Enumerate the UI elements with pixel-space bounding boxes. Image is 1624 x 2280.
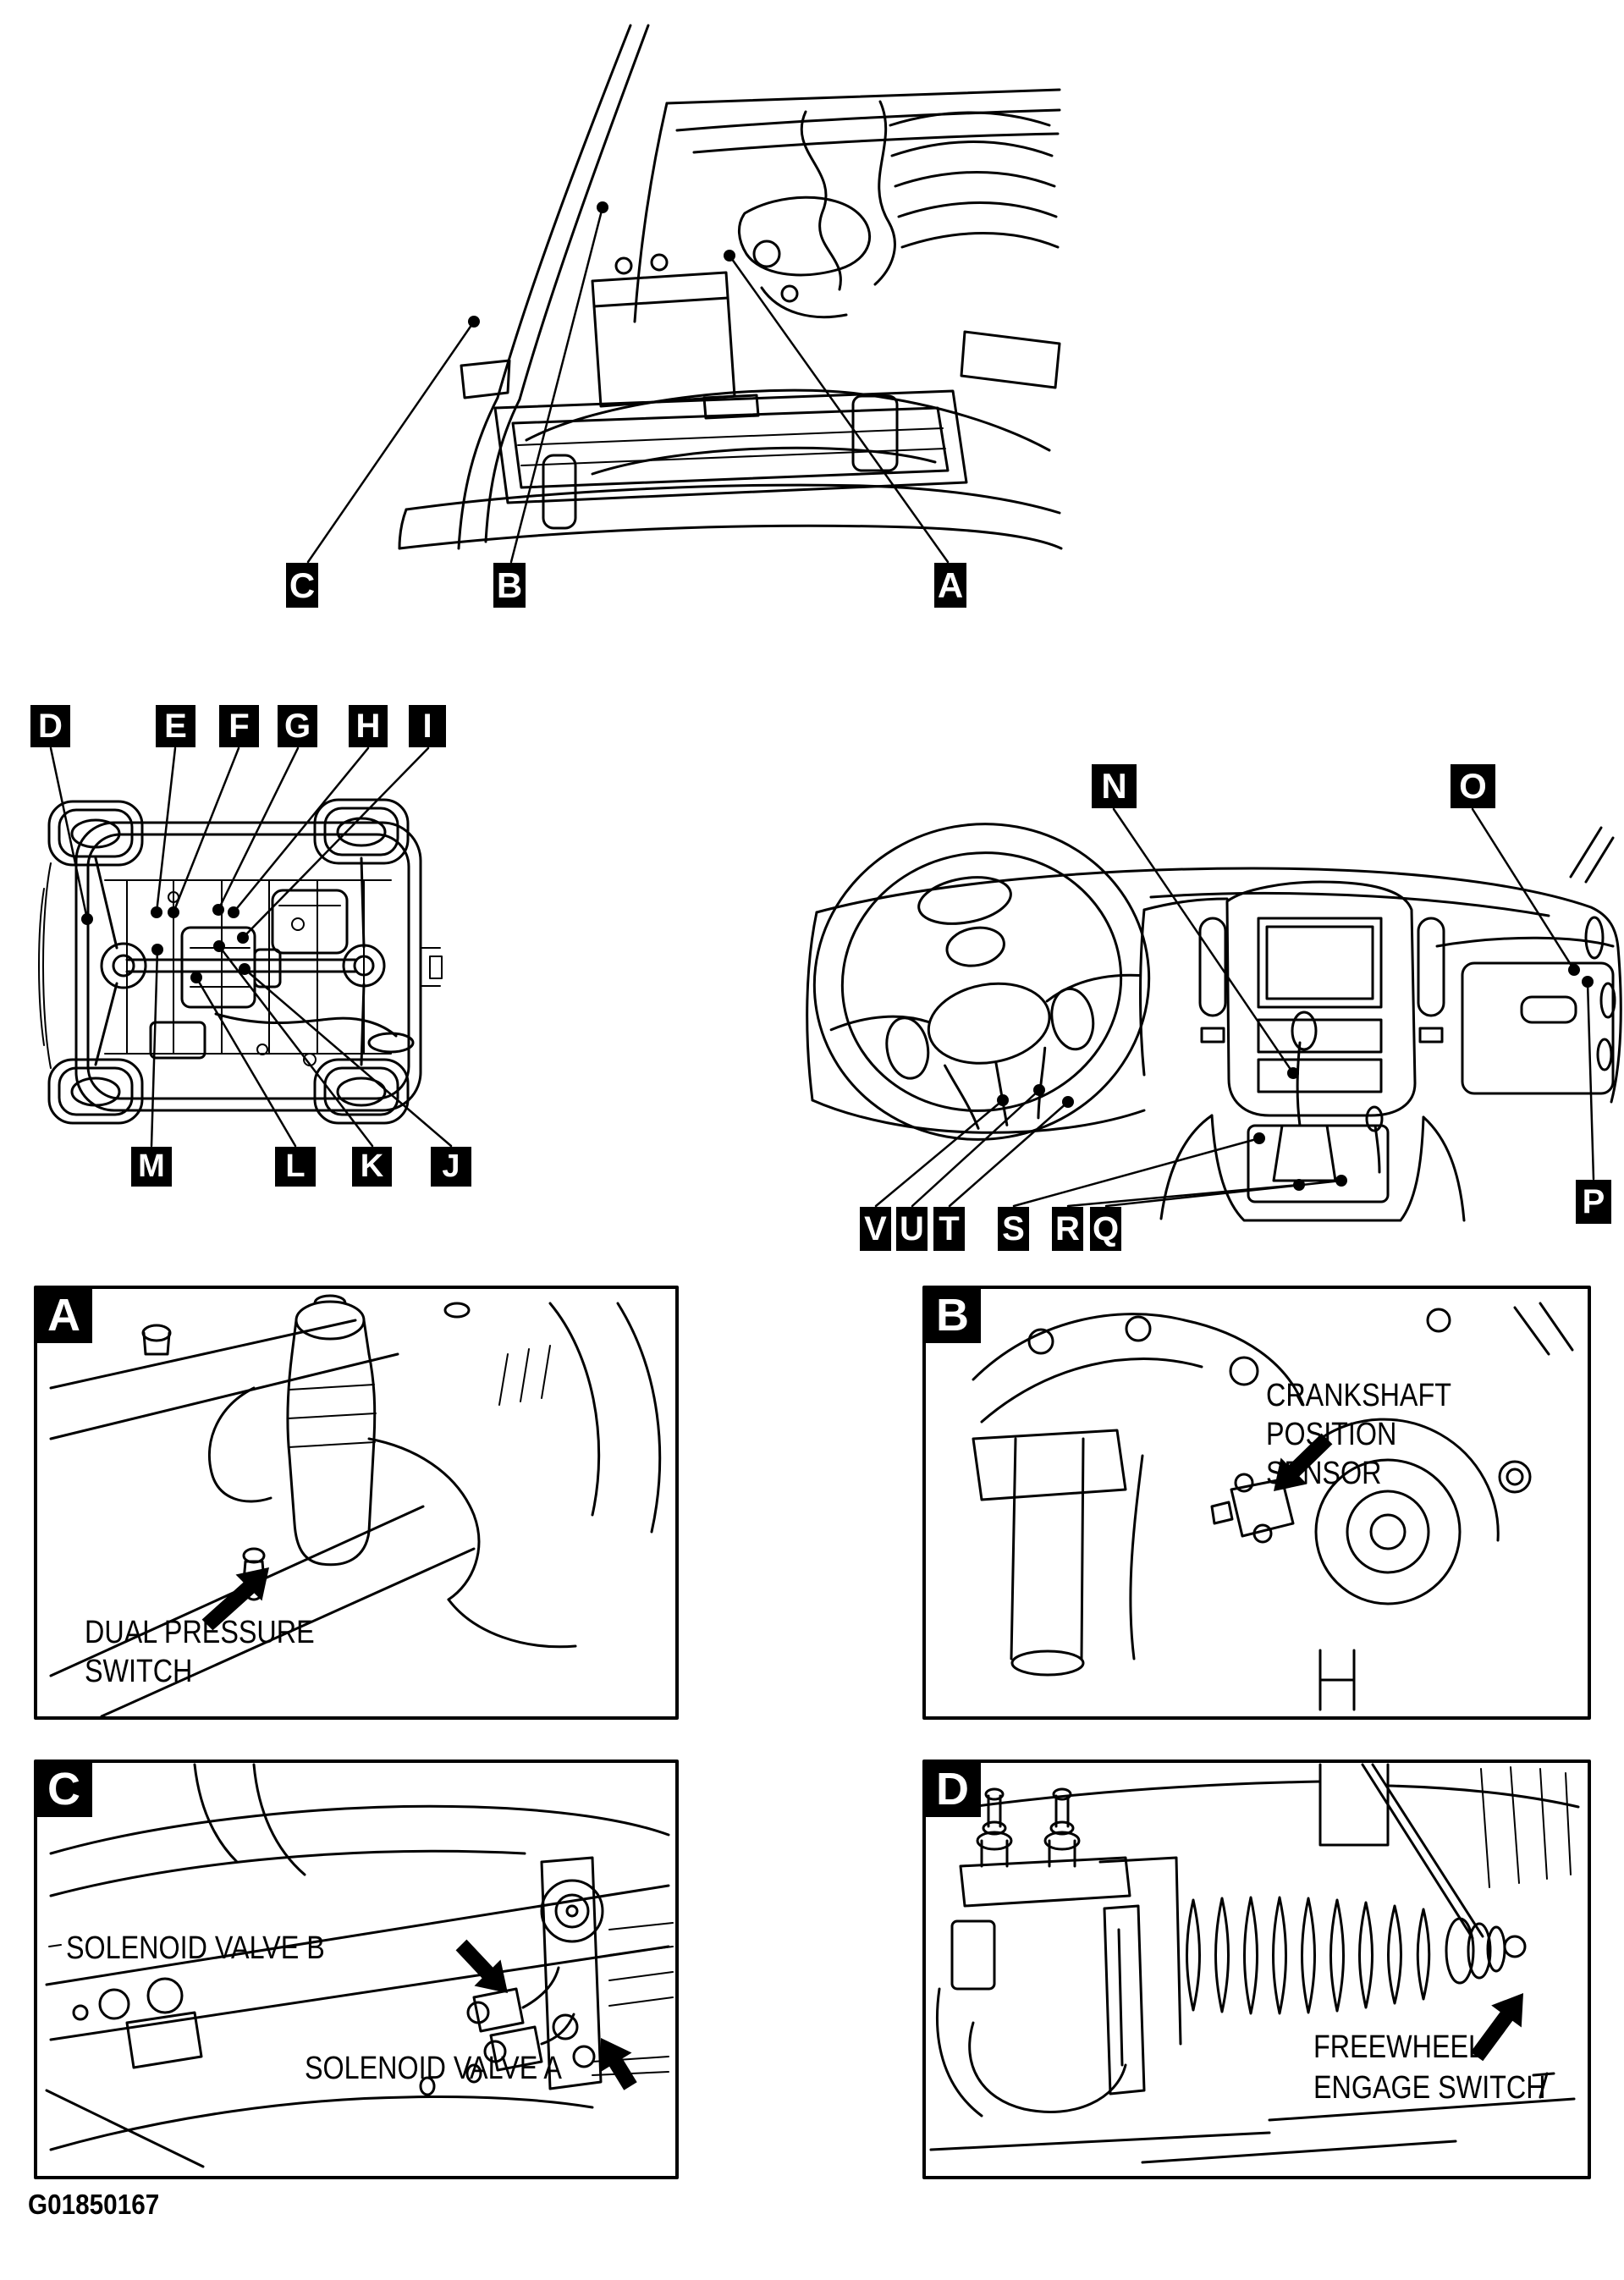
callout-o: O [1451, 764, 1495, 808]
panel-label-a: A [36, 1287, 92, 1343]
callout-s: S [998, 1207, 1029, 1251]
panel-c-pointer-arrow-a [600, 2038, 637, 2090]
callout-g: G [278, 705, 317, 747]
callout-f: F [219, 705, 259, 747]
callout-c: C [286, 563, 318, 608]
caption-dual-pressure-1: DUAL PRESSURE [85, 1615, 315, 1650]
callout-k: K [352, 1147, 392, 1187]
chassis-underside-figure [39, 748, 451, 1146]
dashboard-figure [790, 797, 1621, 1220]
callout-i: I [409, 705, 446, 747]
panel-label-b: B [924, 1287, 981, 1343]
callout-r: R [1052, 1207, 1083, 1251]
caption-ckp-2: POSITION [1266, 1417, 1397, 1452]
callout-p: P [1576, 1180, 1611, 1224]
callout-v: V [860, 1207, 891, 1251]
callout-h: H [349, 705, 388, 747]
callout-u: U [896, 1207, 928, 1251]
caption-freewheel-2: ENGAGE SWITCH [1313, 2070, 1546, 2106]
caption-ckp-1: CRANKSHAFT [1266, 1378, 1451, 1413]
callout-j: J [431, 1147, 471, 1187]
callout-e: E [156, 705, 195, 747]
callout-b: B [493, 563, 526, 608]
callout-a: A [934, 563, 966, 608]
figure-id-text: G01850167 [28, 2189, 160, 2220]
callout-n: N [1092, 764, 1137, 808]
caption-dual-pressure-2: SWITCH [85, 1654, 193, 1689]
panel-b-figure [973, 1303, 1572, 1710]
callout-m: M [131, 1147, 172, 1187]
callout-t: T [933, 1207, 965, 1251]
panel-label-c: C [36, 1761, 92, 1817]
engine-bay-leaders [308, 201, 948, 562]
callout-q: Q [1090, 1207, 1121, 1251]
callout-l: L [275, 1147, 316, 1187]
caption-solenoid-a: SOLENOID VALVE A [305, 2051, 562, 2086]
caption-ckp-3: SENSOR [1266, 1456, 1382, 1491]
callout-d: D [30, 705, 70, 747]
panel-label-d: D [924, 1761, 981, 1817]
panel-c-pointer-arrow-b [456, 1940, 508, 1993]
caption-solenoid-b: SOLENOID VALVE B [66, 1930, 325, 1966]
caption-freewheel-1: FREEWHEEL [1313, 2029, 1484, 2065]
engine-bay-figure [308, 25, 1061, 562]
